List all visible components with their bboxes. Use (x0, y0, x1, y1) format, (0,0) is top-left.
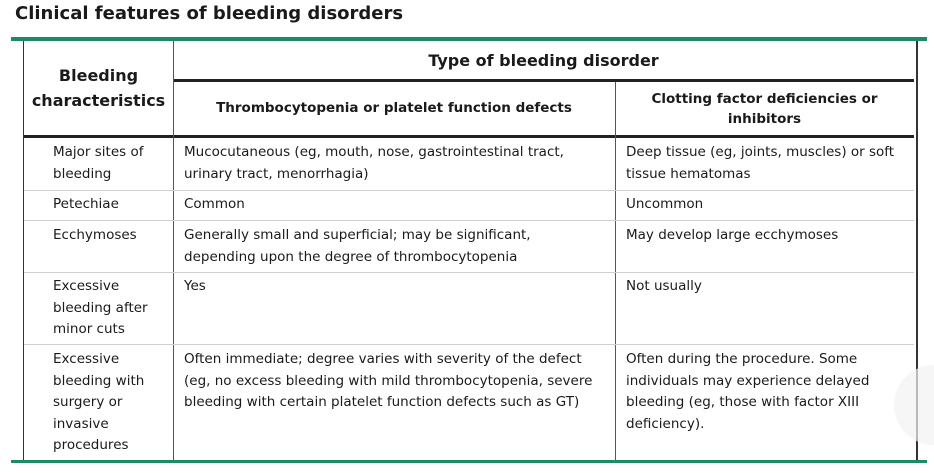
row-platelet-cell: Often immediate; degree varies with severity of the defect (eg, no excess bleeding with mild thrombocytopenia, severe bleeding with certain platelet function defects such as GT) (184, 351, 593, 410)
row-platelet-cell: Generally small and superficial; may be significant, depending upon the degree of thrombocytopenia (184, 227, 531, 265)
row-clotting-cell: May develop large ecchymoses (626, 227, 839, 243)
row-label: Major sites of bleeding (53, 144, 144, 182)
header-type-of-bleeding-disorder: Type of bleeding disorder (428, 51, 659, 71)
row-divider (24, 344, 914, 345)
row-label: Petechiae (53, 196, 119, 212)
row-clotting-cell: Not usually (626, 278, 702, 294)
page-title: Clinical features of bleeding disorders (15, 3, 404, 24)
row-label: Excessive bleeding after minor cuts (53, 278, 148, 337)
row-label: Excessive bleeding with surgery or invasive procedures (53, 351, 145, 453)
row-clotting-cell: Often during the procedure. Some individuals may experience delayed bleeding (eg, those with factor XIII deficiency). (626, 351, 870, 432)
bleeding-disorders-table (23, 41, 918, 460)
row-platelet-cell: Common (184, 196, 245, 212)
row-label: Ecchymoses (53, 227, 137, 243)
header-platelet-defects: Thrombocytopenia or platelet function defects (216, 99, 572, 116)
row-divider (24, 220, 914, 221)
header-clotting-factor: Clotting factor deficiencies or inhibitors (651, 90, 878, 127)
row-clotting-cell: Deep tissue (eg, joints, muscles) or soft tissue hematomas (626, 144, 895, 182)
bottom-accent-bar (11, 460, 927, 463)
header-bottom-rule (24, 135, 914, 138)
row-platelet-cell: Mucocutaneous (eg, mouth, nose, gastrointestinal tract, urinary tract, menorrhagia) (184, 144, 564, 182)
row-clotting-cell: Uncommon (626, 196, 704, 212)
row-platelet-cell: Yes (184, 278, 206, 294)
header-bleeding-characteristics: Bleeding characteristics (31, 66, 166, 110)
